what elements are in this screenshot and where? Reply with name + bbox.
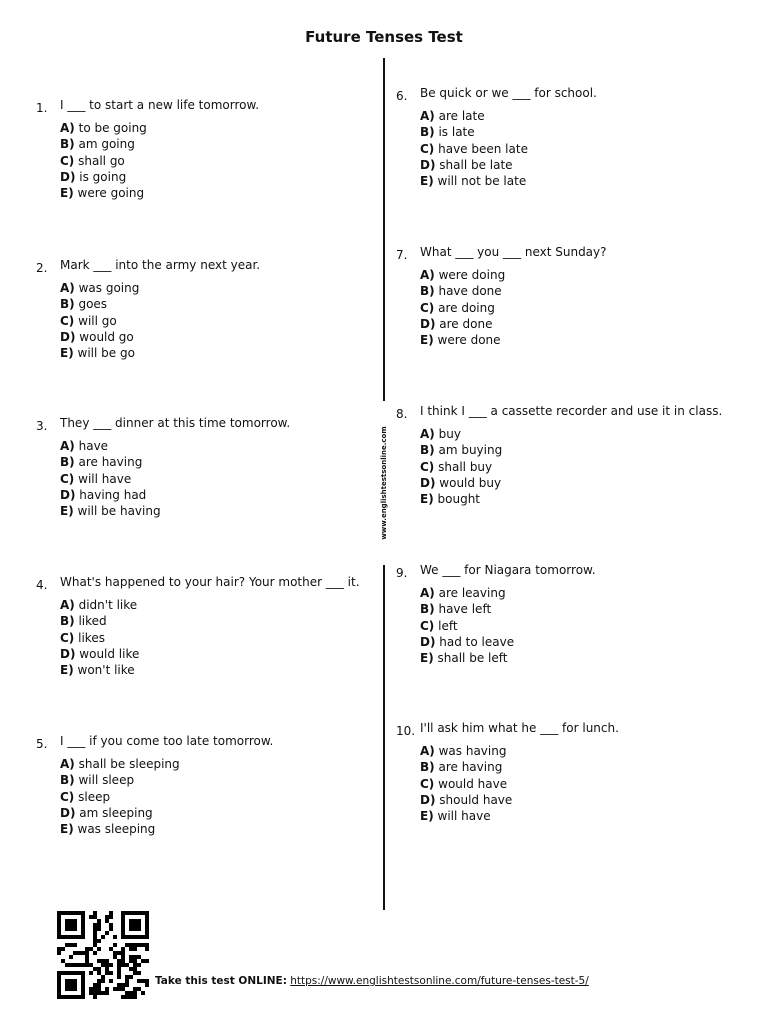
option-text: have left	[438, 602, 492, 617]
question-text: What ___ you ___ next Sunday?	[420, 245, 607, 259]
option-letter: B)	[420, 760, 435, 775]
answer-option[interactable]	[60, 789, 376, 805]
answer-option[interactable]	[420, 124, 736, 140]
answer-option[interactable]	[420, 743, 736, 759]
question-header	[36, 416, 376, 433]
option-list	[420, 108, 736, 189]
question-number: 3.	[36, 419, 48, 433]
option-letter: C)	[60, 313, 75, 328]
option-letter: D)	[420, 792, 436, 807]
option-text: will be go	[77, 346, 135, 361]
question-text: What's happened to your hair? Your mother ___ it.	[60, 575, 360, 589]
option-letter: E)	[420, 651, 434, 666]
option-text: have been late	[438, 141, 528, 156]
option-text: didn't like	[78, 598, 138, 612]
answer-option[interactable]	[420, 618, 736, 634]
answer-option[interactable]	[60, 805, 376, 821]
option-text: left	[438, 618, 458, 633]
option-letter: E)	[60, 504, 74, 519]
answer-option[interactable]	[60, 630, 376, 646]
option-letter: C)	[60, 789, 75, 804]
answer-option[interactable]	[60, 454, 376, 470]
question-9	[396, 563, 736, 666]
answer-option[interactable]	[420, 108, 736, 124]
question-number: 2.	[36, 261, 48, 275]
answer-option[interactable]	[60, 169, 376, 185]
question-number: 6.	[396, 89, 408, 103]
option-letter: A)	[420, 586, 435, 600]
answer-option[interactable]	[60, 821, 376, 837]
qr-code-icon[interactable]	[57, 911, 149, 999]
answer-option[interactable]	[420, 792, 736, 808]
option-list	[420, 426, 736, 507]
option-list	[60, 120, 376, 201]
answer-option[interactable]	[60, 487, 376, 503]
option-letter: C)	[60, 630, 75, 645]
option-letter: A)	[60, 757, 75, 771]
question-header	[396, 563, 736, 580]
question-header	[36, 575, 376, 592]
option-letter: D)	[420, 475, 436, 490]
option-letter: D)	[60, 329, 76, 344]
option-letter: D)	[60, 169, 76, 184]
question-number: 1.	[36, 101, 48, 115]
answer-option[interactable]	[60, 185, 376, 201]
answer-option[interactable]	[60, 153, 376, 169]
option-letter: B)	[420, 284, 435, 299]
answer-option[interactable]	[420, 141, 736, 157]
option-text: goes	[78, 297, 108, 312]
question-number: 5.	[36, 737, 48, 751]
option-text: likes	[78, 630, 105, 645]
option-letter: B)	[60, 773, 75, 788]
option-text: were doing	[438, 268, 506, 282]
side-url-watermark: www.englishtestsonline.com	[379, 401, 389, 565]
answer-option[interactable]	[420, 650, 736, 666]
question-text: They ___ dinner at this time tomorrow.	[60, 416, 291, 430]
option-letter: B)	[60, 137, 75, 152]
option-list	[60, 280, 376, 361]
question-header	[396, 404, 736, 421]
answer-option[interactable]	[420, 601, 736, 617]
answer-option[interactable]	[420, 157, 736, 173]
test-online-link[interactable]: https://www.englishtestsonline.com/future-tenses-test-5/	[290, 975, 589, 987]
question-text: I ___ if you come too late tomorrow.	[60, 734, 274, 748]
question-header	[36, 98, 376, 115]
option-text: is late	[438, 125, 475, 140]
option-letter: B)	[420, 125, 435, 140]
option-text: would buy	[439, 475, 502, 490]
option-list	[60, 756, 376, 837]
option-list	[420, 585, 736, 666]
option-text: liked	[78, 614, 107, 629]
option-letter: E)	[420, 174, 434, 189]
question-8	[396, 404, 736, 507]
option-list	[420, 267, 736, 348]
question-2	[36, 258, 376, 361]
option-text: am going	[78, 137, 135, 152]
option-letter: D)	[60, 646, 76, 661]
answer-option[interactable]	[420, 759, 736, 775]
option-letter: B)	[60, 297, 75, 312]
option-letter: C)	[420, 776, 435, 791]
option-text: would go	[79, 329, 134, 344]
option-text: will not be late	[437, 174, 527, 189]
footer	[155, 975, 589, 987]
answer-option[interactable]	[60, 438, 376, 454]
option-text: were done	[437, 333, 501, 348]
option-text: shall be sleeping	[78, 757, 180, 771]
question-text: I think I ___ a cassette recorder and use it in class.	[420, 404, 723, 418]
answer-option[interactable]	[420, 491, 736, 507]
option-text: won't like	[77, 663, 135, 678]
option-text: shall be late	[439, 157, 513, 172]
answer-option[interactable]	[60, 280, 376, 296]
option-text: have	[78, 439, 109, 453]
answer-option[interactable]	[420, 173, 736, 189]
option-letter: E)	[60, 663, 74, 678]
option-text: are doing	[438, 300, 495, 315]
option-letter: D)	[420, 316, 436, 331]
option-text: was having	[438, 744, 507, 758]
option-letter: A)	[60, 281, 75, 295]
option-list	[60, 438, 376, 519]
option-letter: E)	[420, 809, 434, 824]
question-text: I ___ to start a new life tomorrow.	[60, 98, 260, 112]
question-header	[396, 86, 736, 103]
option-text: sleep	[78, 789, 111, 804]
answer-option[interactable]	[60, 471, 376, 487]
answer-option[interactable]	[60, 313, 376, 329]
question-text: I'll ask him what he ___ for lunch.	[420, 721, 619, 735]
answer-option[interactable]	[60, 613, 376, 629]
option-text: am sleeping	[79, 805, 153, 820]
option-text: was sleeping	[77, 822, 156, 837]
option-letter: A)	[60, 598, 75, 612]
option-letter: D)	[420, 634, 436, 649]
question-text: We ___ for Niagara tomorrow.	[420, 563, 596, 577]
option-text: to be going	[78, 121, 147, 135]
answer-option[interactable]	[420, 808, 736, 824]
answer-option[interactable]	[60, 597, 376, 613]
answer-option[interactable]	[60, 662, 376, 678]
option-letter: E)	[60, 346, 74, 361]
answer-option[interactable]	[420, 442, 736, 458]
option-text: would like	[79, 646, 140, 661]
option-text: having had	[79, 487, 147, 502]
answer-option[interactable]	[420, 316, 736, 332]
option-text: will sleep	[78, 773, 135, 788]
answer-option[interactable]	[60, 503, 376, 519]
question-text: Be quick or we ___ for school.	[420, 86, 597, 100]
option-letter: C)	[60, 153, 75, 168]
option-text: were going	[77, 186, 145, 201]
answer-option[interactable]	[420, 332, 736, 348]
answer-option[interactable]	[420, 300, 736, 316]
option-list	[420, 743, 736, 824]
option-text: buy	[438, 427, 461, 441]
question-3	[36, 416, 376, 519]
option-letter: C)	[420, 300, 435, 315]
question-number: 4.	[36, 578, 48, 592]
option-text: is going	[79, 169, 127, 184]
question-number: 7.	[396, 248, 408, 262]
option-letter: A)	[60, 439, 75, 453]
option-letter: E)	[420, 492, 434, 507]
question-header	[396, 245, 736, 262]
option-letter: A)	[420, 268, 435, 282]
option-letter: A)	[420, 744, 435, 758]
answer-option[interactable]	[60, 345, 376, 361]
answer-option[interactable]	[420, 283, 736, 299]
answer-option[interactable]	[420, 459, 736, 475]
option-text: are having	[78, 455, 143, 470]
answer-option[interactable]	[60, 136, 376, 152]
answer-option[interactable]	[60, 756, 376, 772]
option-text: shall go	[78, 153, 125, 168]
option-text: should have	[439, 792, 513, 807]
question-7	[396, 245, 736, 348]
answer-option[interactable]	[60, 772, 376, 788]
option-text: had to leave	[439, 634, 515, 649]
option-letter: C)	[60, 471, 75, 486]
answer-option[interactable]	[420, 776, 736, 792]
option-letter: A)	[60, 121, 75, 135]
option-list	[60, 597, 376, 678]
question-number: 9.	[396, 566, 408, 580]
question-header	[36, 734, 376, 751]
option-text: bought	[437, 492, 481, 507]
option-letter: B)	[420, 443, 435, 458]
option-text: shall buy	[438, 459, 493, 474]
question-10	[396, 721, 736, 824]
option-text: shall be left	[437, 651, 508, 666]
option-text: are leaving	[438, 586, 506, 600]
option-text: am buying	[438, 443, 503, 458]
option-letter: A)	[420, 109, 435, 123]
question-number: 8.	[396, 407, 408, 421]
option-letter: D)	[60, 805, 76, 820]
option-letter: B)	[60, 455, 75, 470]
page-title: Future Tenses Test	[305, 28, 463, 46]
answer-option[interactable]	[420, 475, 736, 491]
option-text: would have	[438, 776, 508, 791]
option-letter: D)	[60, 487, 76, 502]
answer-option[interactable]	[420, 585, 736, 601]
answer-option[interactable]	[60, 329, 376, 345]
answer-option[interactable]	[60, 296, 376, 312]
option-letter: A)	[420, 427, 435, 441]
option-text: was going	[78, 281, 140, 295]
question-6	[396, 86, 736, 189]
question-5	[36, 734, 376, 837]
footer-label: Take this test ONLINE:	[155, 975, 287, 987]
option-letter: C)	[420, 459, 435, 474]
option-text: have done	[438, 284, 502, 299]
option-letter: E)	[420, 333, 434, 348]
option-text: are done	[439, 316, 493, 331]
option-letter: C)	[420, 141, 435, 156]
option-text: will have	[437, 809, 491, 824]
option-text: will be having	[77, 504, 161, 519]
question-1	[36, 98, 376, 201]
question-number: 10.	[396, 724, 416, 738]
option-letter: E)	[60, 822, 74, 837]
option-text: are having	[438, 760, 503, 775]
question-4	[36, 575, 376, 678]
question-text: Mark ___ into the army next year.	[60, 258, 261, 272]
option-text: will go	[78, 313, 117, 328]
answer-option[interactable]	[420, 267, 736, 283]
answer-option[interactable]	[60, 120, 376, 136]
question-header	[36, 258, 376, 275]
answer-option[interactable]	[420, 426, 736, 442]
answer-option[interactable]	[420, 634, 736, 650]
option-letter: D)	[420, 157, 436, 172]
option-letter: E)	[60, 186, 74, 201]
option-letter: B)	[420, 602, 435, 617]
option-letter: B)	[60, 614, 75, 629]
option-text: will have	[78, 471, 132, 486]
question-header	[396, 721, 736, 738]
answer-option[interactable]	[60, 646, 376, 662]
option-text: are late	[438, 109, 485, 123]
option-letter: C)	[420, 618, 435, 633]
